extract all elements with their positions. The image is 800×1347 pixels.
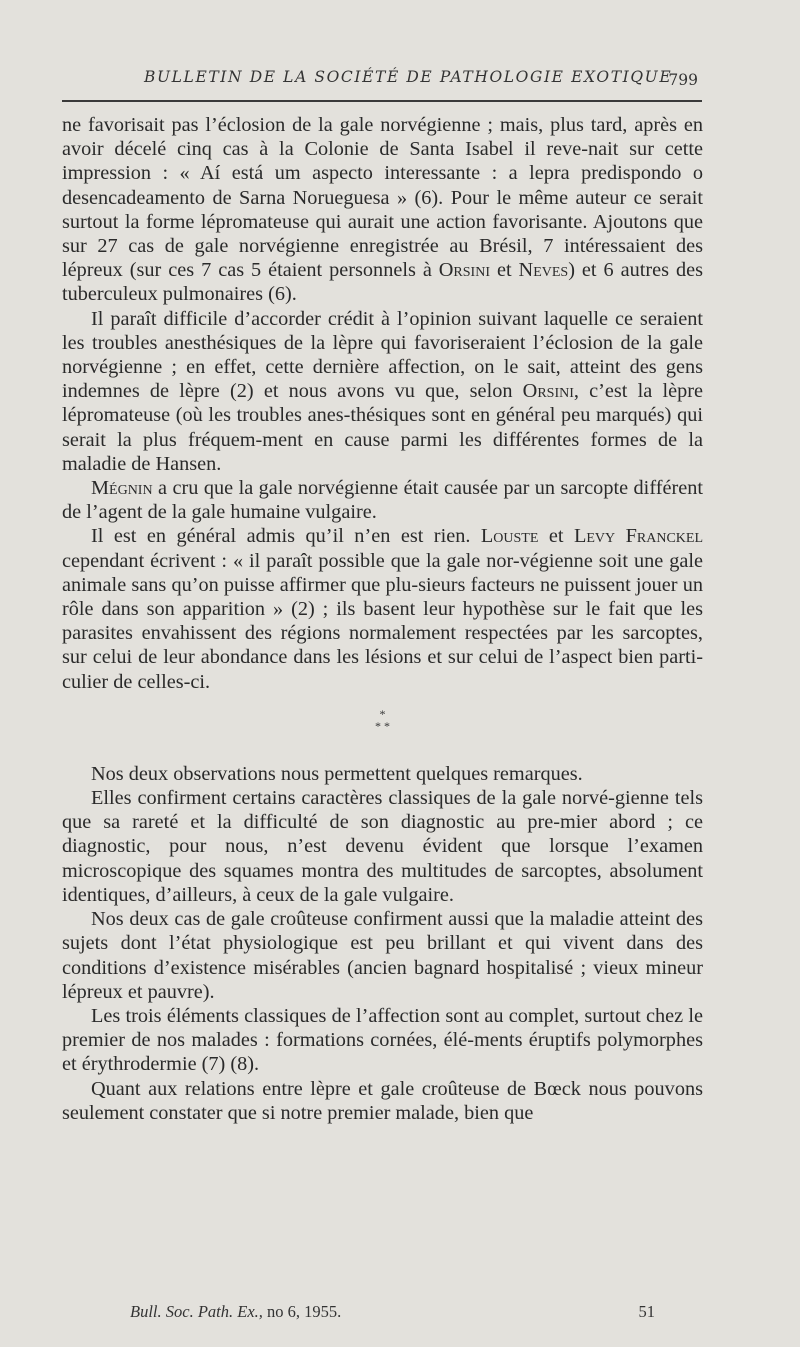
- author-name: Orsini: [438, 259, 490, 282]
- author-name: Orsini: [522, 380, 574, 403]
- author-name: Levy Franckel: [573, 525, 703, 548]
- paragraph-6: Elles confirment certains caractères classiques de la gale norvé-gienne tels que sa rareté et la difficulté de son diagnostic au pre-mier abord ; ce diagnostic, pour nous, n’est devenu évident que lorsque l’examen microscopique des squames montra des multitudes de sarcoptes, absolument identiques, d’ailleurs, à ceux de la gale vulgaire.: [62, 787, 703, 906]
- author-name: Neves: [518, 259, 569, 282]
- paragraph-2: Il paraît difficile d’accorder crédit à l’opinion suivant laquelle ce seraient les troubles anesthésiques de la lèpre qui favoriseraient l’éclosion de la gale norvégienne ; en effet, cette dernière affection, on le sait, atteint des gens indemnes de lèpre (2) et nous avons vu que, selon Orsini, c’est la lèpre lépromateuse (où les troubles anes-thésiques sont en général peu marqués) qui serait la plus fréquem-ment en cause parmi les différentes formes de la maladie de Hansen.: [62, 307, 703, 475]
- asterism-bottom: * *: [375, 718, 390, 733]
- running-title: BULLETIN DE LA SOCIÉTÉ DE PATHOLOGIE EXOTIQUE: [144, 68, 673, 86]
- article-body: [62, 113, 703, 1125]
- author-name: Louste: [480, 525, 539, 548]
- paragraph-4: Il est en général admis qu’il n’en est rien. Louste et Levy Franckel cependant écrivent : « il paraît possible que la gale nor-végienne soit une gale animale sans qu’on puisse affirmer que plu-sieurs facteurs ne puissent jouer un rôle dans son apparition » (2) ; ils basent leur hypothèse sur le fait que les parasites envahissent des régions normalement respectées par les sarcoptes, sur celui de leur abondance dans les lésions et sur celui de l’aspect bien parti-culier de celles-ci.: [62, 525, 703, 693]
- paragraph-9: Quant aux relations entre lèpre et gale croûteuse de Bœck nous pouvons seulement constater que si notre premier malade, bien que: [62, 1077, 703, 1124]
- page-header: [62, 62, 702, 102]
- sheet-number: 51: [638, 1302, 655, 1321]
- paragraph-5: Nos deux observations nous permettent quelques remarques.: [91, 762, 583, 785]
- author-name: Mégnin: [91, 477, 153, 500]
- section-separator: [62, 708, 703, 732]
- asterism-top: *: [379, 706, 386, 721]
- paragraph-8: Les trois éléments classiques de l’affection sont au complet, surtout chez le premier de nos malades : formations cornées, élé-ments éruptifs polymorphes et érythrodermie (7) (8).: [62, 1004, 703, 1076]
- paragraph-1: ne favorisait pas l’éclosion de la gale norvégienne ; mais, plus tard, après en avoir décelé cinq cas à la Colonie de Santa Isabel il reve-nait sur cette impression : « Aí está um aspecto interessante : a lepra predispondo o desencadeamento de Sarna Norueguesa » (6). Pour le même auteur ce serait surtout la forme lépromateuse qui aurait une action favorisante. Ajoutons que sur 27 cas de gale norvégienne enregistrée au Brésil, 7 intéressaient des lépreux (sur ces 7 cas 5 étaient personnels à Orsini et Neves) et 6 autres des tuberculeux pulmonaires (6).: [62, 114, 703, 306]
- page-number: 799: [668, 71, 698, 89]
- paragraph-3: Mégnin a cru que la gale norvégienne était causée par un sarcopte différent de l’agent de la gale humaine vulgaire.: [62, 477, 703, 524]
- page-footer: [62, 1302, 703, 1326]
- issue-info: no 6, 1955.: [267, 1302, 342, 1321]
- journal-citation: Bull. Soc. Path. Ex., no 6, 1955.: [130, 1302, 342, 1321]
- paragraph-7: Nos deux cas de gale croûteuse confirment aussi que la maladie atteint des sujets dont l’état physiologique est peu brillant et qui vivent dans des conditions d’existence misérables (ancien bagnard hospitalisé ; vieux mineur lépreux et pauvre).: [62, 908, 703, 1003]
